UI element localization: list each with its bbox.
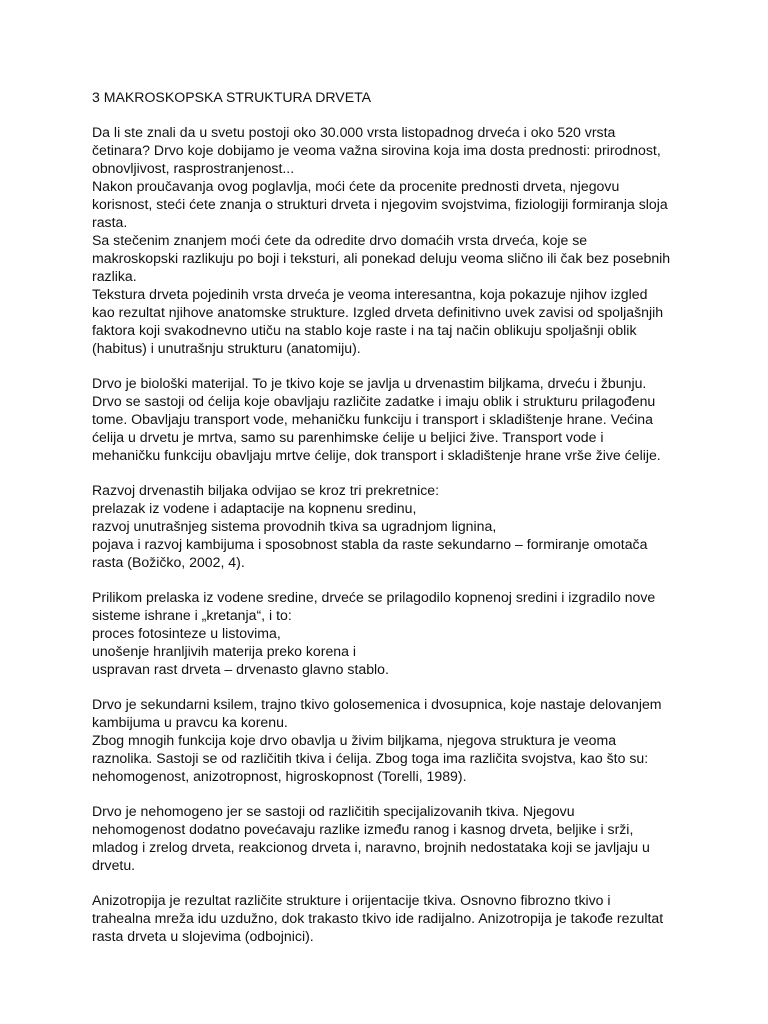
paragraph <box>92 481 692 571</box>
document-body <box>92 88 692 945</box>
text-line: Prilikom prelaska iz vodene sredine, drveće se prilagodilo kopnenoj sredini i izgradilo nove <box>92 589 656 605</box>
text-line: trahealna mreža idu uzdužno, dok trakasto tkivo ide radijalno. Anizotropija je takođe rezultat <box>92 910 664 926</box>
text-line: Anizotropija je rezultat različite strukture i orijentacije tkiva. Osnovno fibrozno tkivo i <box>92 892 611 908</box>
text-line: Nakon proučavanja ovog poglavlja, moći ćete da procenite prednosti drveta, njegovu <box>92 178 620 194</box>
paragraph <box>92 374 692 464</box>
text-line: sisteme ishrane i „kretanja“, i to: <box>92 607 292 623</box>
text-line: (habitus) i unutrašnju strukturu (anatomiju). <box>92 340 361 356</box>
text-line: kambijuma u pravcu ka korenu. <box>92 714 288 730</box>
text-line: raznolika. Sastoji se od različitih tkiva i ćelija. Zbog toga ima različita svojstva, kao što su: <box>92 750 649 766</box>
paragraph <box>92 891 692 945</box>
text-line: tome. Obavljaju transport vode, mehaničku funkciju i transport i skladištenje hrane. Većina <box>92 411 653 427</box>
text-line: makroskopski razlikuju po boji i teksturi, ali ponekad deluju veoma slično ili čak bez posebnih <box>92 250 671 266</box>
text-line: pojava i razvoj kambijuma i sposobnost stabla da raste sekundarno – formiranje omotača <box>92 536 648 552</box>
text-line: uspravan rast drveta – drvenasto glavno stablo. <box>92 661 389 677</box>
text-line: četinara? Drvo koje dobijamo je veoma važna sirovina koja ima dosta prednosti: prirodnost, <box>92 142 661 158</box>
paragraph-gap <box>92 874 692 891</box>
text-line: Zbog mnogih funkcija koje drvo obavlja u živim biljkama, njegova struktura je veoma <box>92 732 617 748</box>
text-line: proces fotosinteze u listovima, <box>92 625 281 641</box>
paragraph <box>92 588 692 678</box>
paragraph-gap <box>92 785 692 802</box>
paragraph-gap <box>92 678 692 695</box>
text-line: faktora koji svakodnevno utiču na stablo koje raste i na taj način oblikuju spoljašnji oblik <box>92 322 637 338</box>
paragraph <box>92 123 692 357</box>
text-line: Tekstura drveta pojedinih vrsta drveća je veoma interesantna, koja pokazuje njihov izgled <box>92 286 648 302</box>
text-line: korisnost, steći ćete znanja o strukturi drveta i njegovim svojstvima, fiziologiji formiranja sloja <box>92 196 668 212</box>
text-line: obnovljivost, rasprostranjenost... <box>92 160 295 176</box>
text-line: drvetu. <box>92 857 136 873</box>
paragraph <box>92 802 692 874</box>
text-line: rasta. <box>92 214 128 230</box>
text-line: kao rezultat njihove anatomske strukture. Izgled drveta definitivno uvek zavisi od spoljašnjih <box>92 304 664 320</box>
text-line: razlika. <box>92 268 137 284</box>
text-line: nehomogenost dodatno povećavaju razlike između ranog i kasnog drveta, beljike i srži, <box>92 821 634 837</box>
text-line: rasta (Božičko, 2002, 4). <box>92 554 245 570</box>
text-line: prelazak iz vodene i adaptacije na kopnenu sredinu, <box>92 500 417 516</box>
text-line: nehomogenost, anizotropnost, higroskopnost (Torelli, 1989). <box>92 768 467 784</box>
text-line: mladog i zrelog drveta, reakcionog drveta i, naravno, brojnih nedostataka koji se javljaju u <box>92 839 650 855</box>
text-line: Drvo se sastoji od ćelija koje obavljaju različite zadatke i imaju oblik i strukturu prilagođenu <box>92 393 656 409</box>
document-title: 3 MAKROSKOPSKA STRUKTURA DRVETA <box>92 89 372 105</box>
text-line: Da li ste znali da u svetu postoji oko 30.000 vrsta listopadnog drveća i oko 520 vrsta <box>92 124 616 140</box>
paragraph-gap <box>92 357 692 374</box>
text-line: Sa stečenim znanjem moći ćete da odredite drvo domaćih vrsta drveća, koje se <box>92 232 588 248</box>
paragraph-gap <box>92 106 692 123</box>
text-line: Drvo je nehomogeno jer se sastoji od različitih specijalizovanih tkiva. Njegovu <box>92 803 575 819</box>
text-line: Drvo je biološki materijal. To je tkivo koje se javlja u drvenastim biljkama, drveću i žbunju. <box>92 375 647 391</box>
text-line: ćelija u drvetu je mrtva, samo su parenhimske ćelije u beljici žive. Transport vode i <box>92 429 604 445</box>
text-line: unošenje hranljivih materija preko korena i <box>92 643 357 659</box>
paragraph-gap <box>92 464 692 481</box>
text-line: rasta drveta u slojevima (odbojnici). <box>92 928 314 944</box>
paragraph <box>92 695 692 785</box>
text-line: Razvoj drvenastih biljaka odvijao se kroz tri prekretnice: <box>92 482 440 498</box>
text-line: Drvo je sekundarni ksilem, trajno tkivo golosemenica i dvosupnica, koje nastaje delovanjem <box>92 696 662 712</box>
text-line: mehaničku funkciju obavljaju mrtve ćelije, dok transport i skladištenje hrane vrše žive ćelije. <box>92 447 661 463</box>
text-line: razvoj unutrašnjeg sistema provodnih tkiva sa ugradnjom lignina, <box>92 518 497 534</box>
paragraph-gap <box>92 571 692 588</box>
